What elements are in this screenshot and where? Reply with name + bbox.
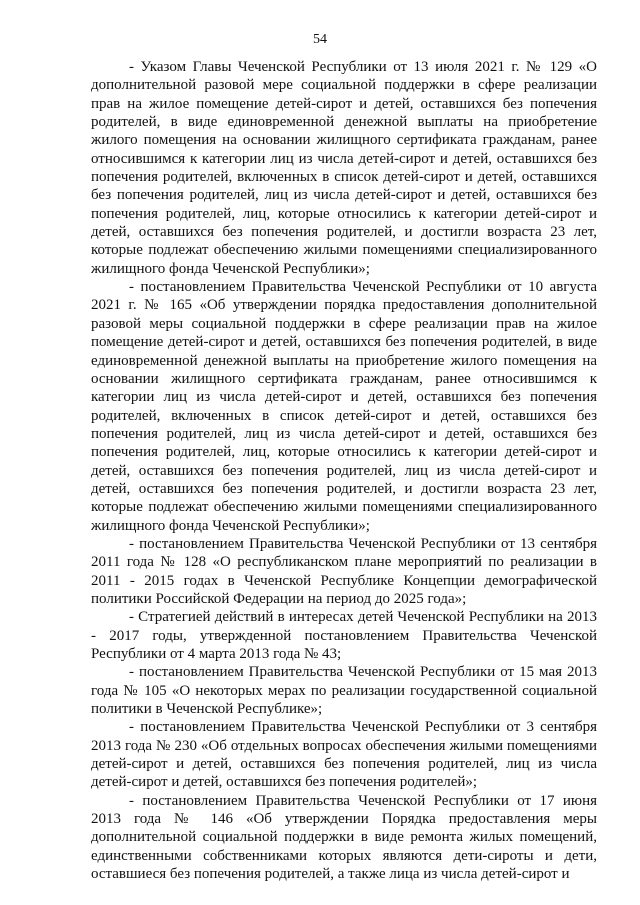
paragraph-resolution-128: - постановлением Правительства Чеченской Республики от 13 сентября 2011 года № 128 «О республиканском плане мероприятий по реализации в 2011 - 2015 годах в Чеченской Республике Концепции демографической политики Российской Федерации на период до 2025 года»; — [91, 535, 597, 607]
document-body — [91, 58, 597, 883]
paragraph-resolution-230: - постановлением Правительства Чеченской Республики от 3 сентября 2013 года № 230 «Об отдельных вопросах обеспечения жилыми помещениями детей-сирот и детей, оставшихся без попечения родителей, лиц из числа детей-сирот и детей, оставшихся без попечения родителей»; — [91, 719, 597, 791]
paragraph-decree-129: - Указом Главы Чеченской Республики от 13 июля 2021 г. № 129 «О дополнительной разовой мере социальной поддержки в сфере реализации прав на жилое помещение детей-сирот и детей, оставшихся без попечения родителей, в виде единовременной денежной выплаты на приобретение жилого помещения на основании жилищного сертификата гражданам, ранее относившимся к категории лиц из числа детей-сирот и детей, оставшихся без попечения родителей, включенных в список детей-сирот и детей, оставшихся без попечения родителей, лиц из числа детей-сирот и детей, оставшихся без попечения родителей, лиц, которые относились к категории детей-сирот и детей, оставшихся без попечения родителей, и достигли возраста 23 лет, которые подлежат обеспечению жилыми помещениями специализированного жилищного фонда Чеченской Республики»; — [91, 59, 597, 277]
paragraph-resolution-146: - постановлением Правительства Чеченской Республики от 17 июня 2013 года № 146 «Об утверждении Порядка предоставления меры дополнительной социальной поддержки в виде ремонта жилых помещений, единственными собственниками которых являются дети-сироты и дети, оставшиеся без попечения родителей, а также лица из числа детей-сирот и — [91, 792, 597, 883]
page-number: 54 — [313, 32, 327, 47]
paragraph-resolution-105: - постановлением Правительства Чеченской Республики от 15 мая 2013 года № 105 «О некоторых мерах по реализации государственной социальной политики в Чеченской Республике»; — [91, 664, 597, 718]
paragraph-strategy-43: - Стратегией действий в интересах детей Чеченской Республики на 2013 - 2017 годы, утвержденной постановлением Правительства Чеченской Республики от 4 марта 2013 года № 43; — [91, 609, 597, 662]
paragraph-resolution-165: - постановлением Правительства Чеченской Республики от 10 августа 2021 г. № 165 «Об утверждении порядка предоставления дополнительной разовой меры социальной поддержки в сфере реализации прав на жилое помещение детей-сирот и детей, оставшихся без попечения родителей, в виде единовременной денежной выплаты на приобретение жилого помещения на основании жилищного сертификата гражданам, ранее относившимся к категории лиц из числа детей-сирот и детей, оставшихся без попечения родителей, включенных в список детей-сирот и детей, оставшихся без попечения родителей, лиц из числа детей-сирот и детей, оставшихся без попечения родителей, лиц, которые относились к категории детей-сирот и детей, оставшихся без попечения родителей, лиц из числа детей-сирот и детей, оставшихся без попечения родителей, и достигли возраста 23 лет, которые подлежат обеспечению жилыми помещениями специализированного жилищного фонда Чеченской Республики»; — [91, 279, 597, 534]
